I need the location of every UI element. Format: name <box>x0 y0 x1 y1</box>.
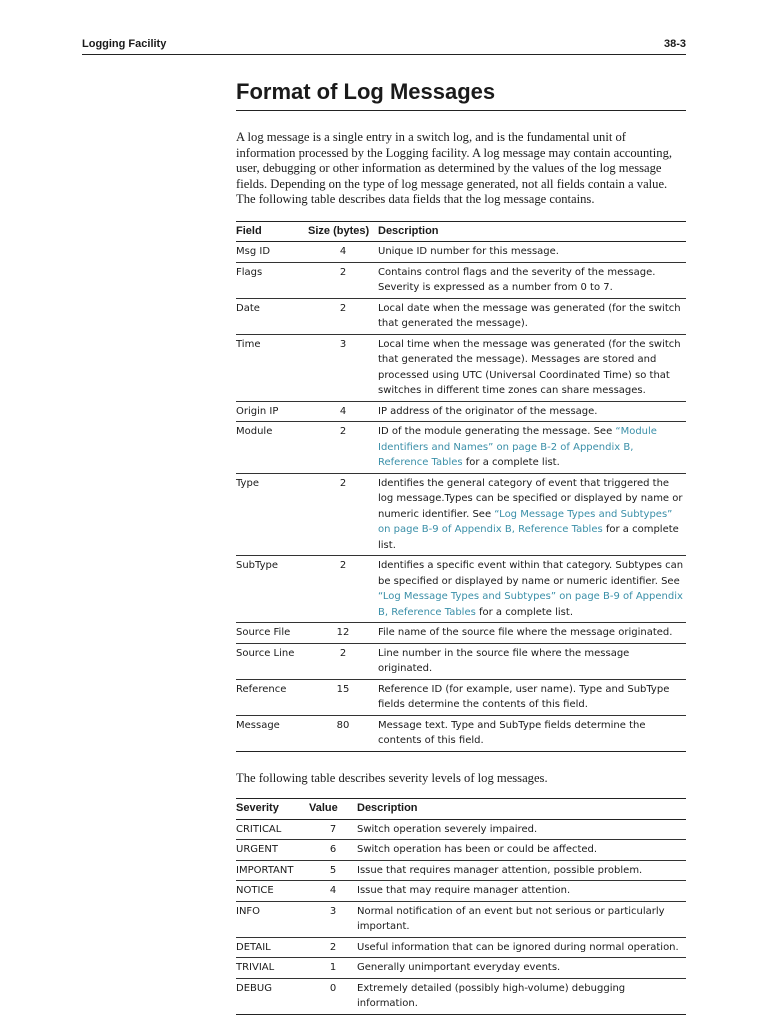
field-name-cell: Source File <box>236 627 291 638</box>
table-row <box>236 679 686 715</box>
field-description-cell <box>378 679 686 715</box>
severity-value-cell: 6 <box>329 844 337 855</box>
description-text: IP address of the originator of the message. <box>378 405 598 417</box>
field-description-cell <box>378 715 686 751</box>
field-size-cell: 4 <box>339 246 347 257</box>
severity-name-cell: CRITICAL <box>236 823 282 835</box>
log-fields-table <box>236 221 686 752</box>
field-size-cell: 2 <box>339 302 347 314</box>
table-row <box>236 422 686 474</box>
severity-description-cell: Issue that may require manager attention. <box>357 885 571 896</box>
severity-value-cell: 2 <box>329 941 337 953</box>
severity-intro-paragraph: The following table describes severity levels of log messages. <box>236 770 548 785</box>
field-size-cell: 80 <box>336 719 350 731</box>
table-row <box>236 473 686 556</box>
field-name-cell: Reference <box>236 683 287 695</box>
field-size-cell: 4 <box>339 405 347 417</box>
field-description-cell <box>378 334 686 401</box>
column-header-field: Field <box>236 224 262 237</box>
table-row <box>236 556 686 623</box>
severity-value-cell: 0 <box>329 982 337 994</box>
cross-reference-link[interactable]: “Log Message Types and Subtypes” on page B-9 of Appendix B, Reference Tables <box>378 508 673 535</box>
description-text: Message text. Type and SubType fields determine the contents of this field. <box>378 719 646 746</box>
field-size-cell: 2 <box>339 266 347 278</box>
severity-name-cell: URGENT <box>236 844 278 855</box>
section-title: Format of Log Messages <box>236 78 686 111</box>
page-number: 38-3 <box>663 38 686 50</box>
column-header-size: Size (bytes) <box>308 224 370 237</box>
field-description-cell <box>378 422 686 474</box>
table-row <box>236 262 686 298</box>
field-size-cell: 3 <box>339 338 347 350</box>
table-row <box>236 901 686 937</box>
table-row <box>236 401 686 422</box>
severity-value-cell: 1 <box>329 962 337 973</box>
severity-value-cell: 3 <box>329 905 337 917</box>
severity-description-cell: Useful information that can be ignored during normal operation. <box>357 941 679 953</box>
main-content <box>236 78 686 1015</box>
severity-name-cell: DETAIL <box>236 941 271 953</box>
description-text: ID of the module generating the message. See <box>378 426 616 437</box>
table-row <box>236 715 686 751</box>
column-header-description: Description <box>357 802 418 814</box>
table-row <box>236 881 686 902</box>
description-text: for a complete list. <box>462 457 560 468</box>
severity-description-cell: Switch operation has been or could be affected. <box>357 844 598 855</box>
field-size-cell: 2 <box>339 477 347 489</box>
field-description-cell <box>378 473 686 556</box>
table-row <box>236 334 686 401</box>
field-name-cell: Module <box>236 426 273 437</box>
severity-name-cell: NOTICE <box>236 885 274 896</box>
field-name-cell: Type <box>236 477 259 489</box>
description-text: for a complete list. <box>378 524 679 551</box>
severity-value-cell: 4 <box>329 885 337 896</box>
severity-name-cell: DEBUG <box>236 982 272 994</box>
description-text: Contains control flags and the severity of the message. Severity is expressed as a number from 0 to 7. <box>378 266 656 293</box>
table-row <box>236 840 686 861</box>
severity-levels-table-body <box>236 819 686 1014</box>
table-row <box>236 643 686 679</box>
severity-description-cell: Normal notification of an event but not serious or particularly important. <box>357 905 665 932</box>
field-description-cell <box>378 643 686 679</box>
description-text: Local time when the message was generated (for the switch that generated the message). Messages are stored and processed using UTC (Universal Coordinated Time) so that switches in different time zones can share messages. <box>378 338 681 396</box>
cross-reference-link[interactable]: “Module Identifiers and Names” on page B-2 of Appendix B, Reference Tables <box>378 426 657 468</box>
field-description-cell <box>378 623 686 644</box>
table-row <box>236 937 686 958</box>
field-name-cell: Origin IP <box>236 405 279 417</box>
severity-name-cell: INFO <box>236 905 261 917</box>
severity-description-cell: Issue that requires manager attention, possible problem. <box>357 864 643 876</box>
description-text: Local date when the message was generated (for the switch that generated the message). <box>378 302 681 329</box>
severity-value-cell: 5 <box>329 864 337 876</box>
severity-name-cell: IMPORTANT <box>236 864 294 876</box>
field-size-cell: 2 <box>339 560 347 571</box>
table-row <box>236 242 686 263</box>
field-name-cell: Date <box>236 302 260 314</box>
field-size-cell: 2 <box>339 426 347 437</box>
column-header-severity: Severity <box>236 802 279 814</box>
severity-name-cell: TRIVIAL <box>236 962 275 973</box>
field-name-cell: Source Line <box>236 647 295 659</box>
field-description-cell <box>378 401 686 422</box>
field-name-cell: Time <box>236 338 261 350</box>
field-description-cell <box>378 242 686 263</box>
field-size-cell: 15 <box>336 683 350 695</box>
field-name-cell: Message <box>236 719 280 731</box>
description-text: Identifies a specific event within that category. Subtypes can be specified or displayed by name or numeric identifier. See <box>378 560 684 587</box>
field-description-cell <box>378 298 686 334</box>
description-text: Line number in the source file where the message originated. <box>378 647 630 674</box>
table-row <box>236 958 686 979</box>
table-row <box>236 623 686 644</box>
description-text: for a complete list. <box>475 606 573 618</box>
field-size-cell: 12 <box>336 627 350 638</box>
field-name-cell: SubType <box>236 560 279 571</box>
running-header <box>82 37 686 55</box>
severity-description-cell: Generally unimportant everyday events. <box>357 962 561 973</box>
cross-reference-link[interactable]: “Log Message Types and Subtypes” on page B-9 of Appendix B, Reference Tables <box>378 591 683 618</box>
field-name-cell: Msg ID <box>236 246 271 257</box>
description-text: Identifies the general category of event that triggered the log message.Types can be specified or displayed by name or numeric identifier. See <box>378 477 683 520</box>
field-description-cell <box>378 556 686 623</box>
table-row <box>236 860 686 881</box>
description-text: Reference ID (for example, user name). Type and SubType fields determine the contents of this field. <box>378 683 670 710</box>
table-row <box>236 978 686 1014</box>
table-header-row <box>236 221 686 242</box>
table-header-row <box>236 799 686 820</box>
table-row <box>236 819 686 840</box>
severity-description-cell: Extremely detailed (possibly high-volume) debugging information. <box>357 982 626 1009</box>
table-row <box>236 298 686 334</box>
severity-levels-table <box>236 798 686 1015</box>
chapter-title: Logging Facility <box>82 38 167 50</box>
description-text: File name of the source file where the message originated. <box>378 627 673 638</box>
field-name-cell: Flags <box>236 266 263 278</box>
severity-value-cell: 7 <box>329 823 337 835</box>
log-fields-table-body <box>236 242 686 752</box>
column-header-description: Description <box>378 224 439 237</box>
description-text: Unique ID number for this message. <box>378 246 559 257</box>
field-description-cell <box>378 262 686 298</box>
column-header-value: Value <box>309 802 338 814</box>
intro-paragraph: A log message is a single entry in a switch log, and is the fundamental unit of information processed by the Logging facility. A log message may contain accounting, user, debugging or other information as determined by the values of the log message fields. Depending on the type of log message generated, not all fields contain a value. The following table describes data fields that the log message contains. <box>236 130 673 206</box>
severity-description-cell: Switch operation severely impaired. <box>357 823 538 835</box>
field-size-cell: 2 <box>339 647 347 659</box>
